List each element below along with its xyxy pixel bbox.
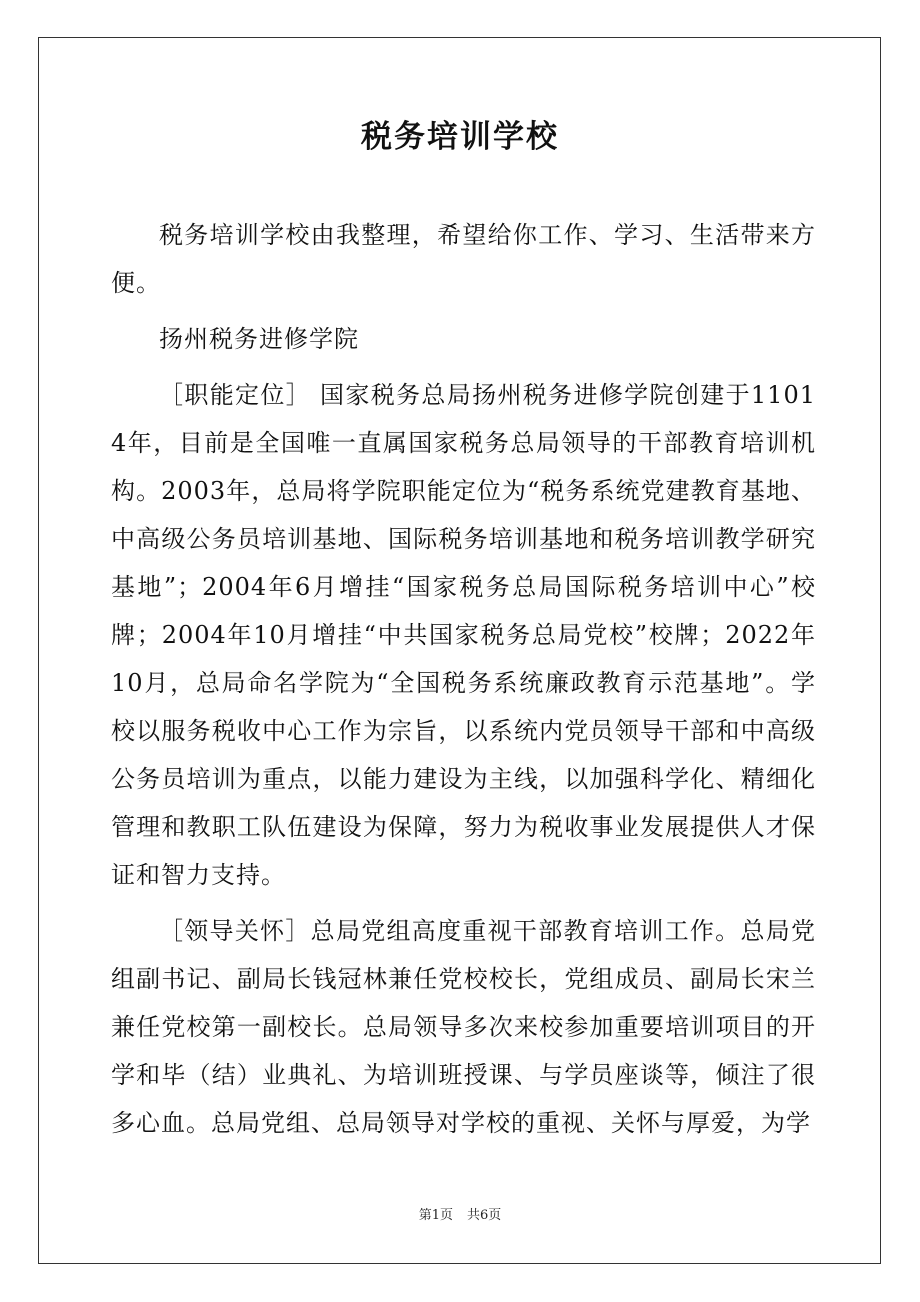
- function-positioning-paragraph: ［职能定位］ 国家税务总局扬州税务进修学院创建于11014年，目前是全国唯一直属国家税务总局领导的干部教育培训机构。2003年，总局将学院职能定位为“税务系统党建教育基地、中高级公务员培训基地、国际税务培训基地和税务培训教学研究基地”；2004年6月增挂“国家税务总局国际税务培训中心”校牌；2004年10月增挂“中共国家税务总局党校”校牌；2022年10月，总局命名学院为“全国税务系统廉政教育示范基地”。学校以服务税收中心工作为宗旨，以系统内党员领导干部和中高级公务员培训为重点，以能力建设为主线，以加强科学化、精细化管理和教职工队伍建设为保障，努力为税收事业发展提供人才保证和智力支持。: [111, 381, 816, 889]
- page-number: 第1页: [418, 1208, 453, 1223]
- document-title: 税务培训学校: [361, 119, 559, 155]
- intro-paragraph: 税务培训学校由我整理，希望给你工作、学习、生活带来方便。: [111, 221, 816, 297]
- section-heading-paragraph: 扬州税务进修学院: [159, 325, 359, 353]
- document-body: [111, 211, 816, 1155]
- leadership-care-paragraph: ［领导关怀］总局党组高度重视干部教育培训工作。总局党组副书记、副局长钱冠林兼任党校校长，党组成员、副局长宋兰兼任党校第一副校长。总局领导多次来校参加重要培训项目的开学和毕（结）业典礼、为培训班授课、与学员座谈等，倾注了很多心血。总局党组、总局领导对学校的重视、关怀与厚爱，为学: [111, 917, 816, 1137]
- page-total: 共6页: [467, 1208, 502, 1223]
- page-footer: [0, 1206, 920, 1226]
